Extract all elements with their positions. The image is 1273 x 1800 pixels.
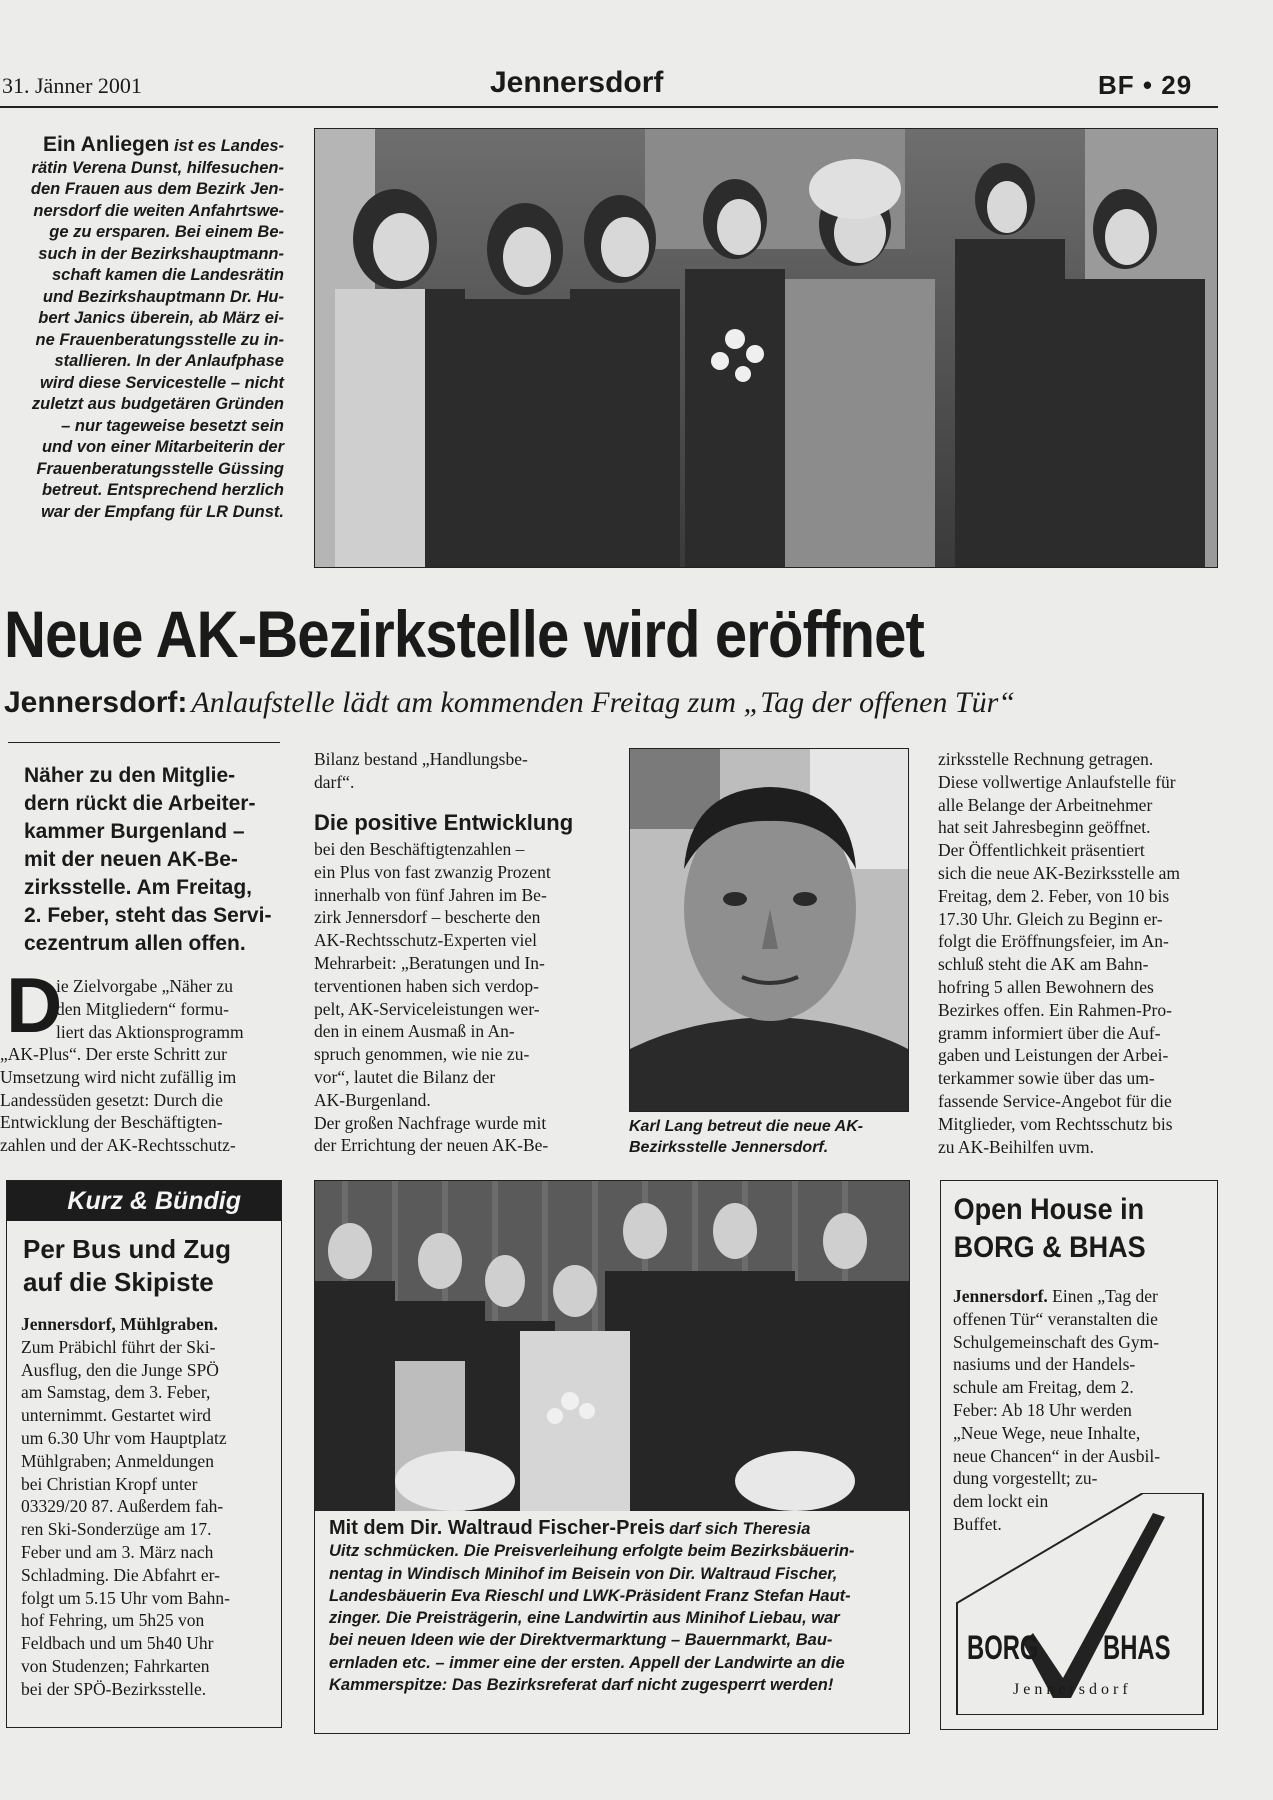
group-photo xyxy=(314,128,1218,568)
openhouse-title: Open House in BORG & BHAS xyxy=(953,1193,1146,1264)
col4-text: zirksstelle Rechnung getragen. Diese vollwertige Anlaufstelle für alle Belange der Arbeitnehmer hat seit Jahresbeginn geöffnet. Der Öffentlichkeit präsentiert sich die neue AK-Bezirksstelle am Freitag, dem 2. Feber, von 10 bis 17.30 Uhr. Gleich zu Beginn er- folgt die Eröffnungsfeier, im An- schluß steht die AK am Bahn- hofring 5 allen Bewohnern des Bezirkes offen. Ein Rahmen-Pro- gramm informiert über die Auf- gaben und Leistungen der Arbei- terkammer sowie über das um- fassende Service-Angebot für die Mitglieder, vom Rechtsschutz bis zu AK-Beihilfen uvm. xyxy=(938,749,1181,1157)
paper-abbrev: BF xyxy=(1098,70,1135,100)
logo-borg: BORG xyxy=(967,1629,1039,1667)
article-headline: Neue AK-Bezirkstelle wird eröffnet xyxy=(4,597,925,671)
col1-text-dropcap: ie Zielvorgabe „Näher zu den Mitgliedern“ formu- liert das Aktionsprogramm xyxy=(56,976,244,1042)
award-photo xyxy=(315,1181,909,1511)
col1-text: „AK-Plus“. Der erste Schritt zur Umsetzung wird nicht zufällig im Landessüden gesetzt: Durch die Entwicklung der Beschäftigten- zahlen und der AK-Rechtsschutz- xyxy=(0,1044,237,1156)
top-photo-caption xyxy=(14,134,284,523)
borg-bhas-logo xyxy=(953,1493,1205,1715)
page-number xyxy=(1098,70,1192,101)
group-photo-image xyxy=(315,129,1217,567)
award-lead: Mit dem Dir. Waltraud Fischer-Preis xyxy=(329,1517,666,1539)
caption-text: Ein Anliegen ist es Landes- rätin Verena Dunst, hilfesuchen- den Frauen aus dem Bezirk Jen- nersdorf die weiten Anfahrtswe- ge zu ersparen. Bei einem Be- such in der Bezirkshauptmann- schaft kamen die Landesrätin und Bezirkshauptmann Dr. Hu- bert Janics überein, ab März ei- ne Frauenberatungsstelle zu in- stallieren. In der Anlaufphase wird diese Servicestelle – nicht zuletzt aus budgetären Gründen – nur tageweise besetzt sein und von einer Mitarbeiterin der Frauenberatungsstelle Güssing betreut. Entsprechend herzlich war der Empfang für LR Dunst. xyxy=(30,133,284,521)
kurz-title: Per Bus und Zug auf die Skipiste xyxy=(23,1234,231,1297)
kurz-buendig-box xyxy=(6,1180,282,1728)
page-no: 29 xyxy=(1161,70,1193,100)
openhouse-box xyxy=(940,1180,1218,1730)
header-rule xyxy=(0,106,1218,108)
award-caption: Mit dem Dir. Waltraud Fischer-Preis darf sich Theresia Uitz schmücken. Die Preisverleihung erfolgte beim Bezirksbäuerin- nentag in Windisch Minihof im Beisein von Dir. Waltraud Fischer, Landesbäuerin Eva Rieschl und LWK-Präsident Franz Stefan Haut- zinger. Die Preisträgerin, eine Landwirtin aus Minihof Liebau, war bei neuen Ideen wie der Direktvermarktung – Bauernmarkt, Bau- ernladen etc. – immer eine der ersten. Appell der Landwirte an die Kammerspitze: Das Bezirksreferat darf nicht zugesperrt werden! xyxy=(329,1517,855,1695)
award-box xyxy=(314,1180,910,1734)
article-subhead xyxy=(4,686,1015,720)
separator-dot: • xyxy=(1142,70,1154,100)
article-lead: Näher zu den Mitglie- dern rückt die Arbeiter- kammer Burgenland – mit der neuen AK-Be- zirksstelle. Am Freitag, 2. Feber, steht das Servi- cezentrum allen offen. xyxy=(24,764,272,955)
section-title: Jennersdorf xyxy=(490,66,664,99)
dropcap: D xyxy=(6,961,63,1049)
caption-lead: Ein Anliegen xyxy=(42,133,170,156)
kurz-text: Jennersdorf, Mühlgraben. Zum Präbichl führt der Ski- Ausflug, den die Junge SPÖ am Samstag, dem 3. Feber, unternimmt. Gestartet wird um 6.30 Uhr vom Hauptplatz Mühlgraben; Anmeldungen bei Christian Kropf unter 03329/20 87. Außerdem fah- ren Ski-Sonderzüge am 17. Feber und am 3. März nach Schladming. Die Abfahrt er- folgt um 5.15 Uhr vom Bahn- hof Fehring, um 5h25 von Feldbach und um 5h40 Uhr von Studenzen; Fahrkarten bei der SPÖ-Bezirksstelle. xyxy=(21,1314,231,1699)
col2-heading: Die positive Entwicklung xyxy=(314,810,574,835)
subhead-place: Jennersdorf: xyxy=(4,686,188,719)
issue-date: 31. Jänner 2001 xyxy=(2,73,142,98)
portrait-caption: Karl Lang betreut die neue AK- Bezirksstelle Jennersdorf. xyxy=(629,1118,864,1156)
kurz-banner-text: Kurz & Bündig xyxy=(67,1187,241,1215)
logo-bhas: BHAS xyxy=(1103,1629,1171,1667)
col2-top-text: Bilanz bestand „Handlungsbe- darf“. xyxy=(314,749,528,792)
lead-rule xyxy=(8,742,280,743)
award-photo-image xyxy=(315,1181,909,1511)
subhead-text: Anlaufstelle lädt am kommenden Freitag zum „Tag der offenen Tür“ xyxy=(191,686,1015,719)
col2-text: bei den Beschäftigtenzahlen – ein Plus von fast zwanzig Prozent innerhalb von fünf Jahren im Be- zirk Jennersdorf – bescherte den AK-Rechtsschutz-Experten viel Mehrarbeit: „Beratungen und In- terventionen haben sich verdop- pelt, AK-Serviceleistungen wer- den in einem Ausmaß in An- spruch genommen, wie nie zu- vor“, lautet die Bilanz der AK-Burgenland. Der großen Nachfrage wurde mit der Errichtung der neuen AK-Be- xyxy=(314,839,551,1156)
kurz-banner xyxy=(7,1181,281,1221)
portrait-image xyxy=(630,749,908,1111)
logo-sub: Jennersdorf xyxy=(1013,1681,1132,1698)
portrait-photo xyxy=(629,748,909,1112)
openhouse-text: Jennersdorf. Einen „Tag der offenen Tür“ veranstalten die Schulgemeinschaft des Gym- nasiums und der Handels- schule am Freitag, dem 2. Feber: Ab 18 Uhr werden „Neue Wege, neue Inhalte, neue Chancen“ in der Ausbil- dung vorgestellt; zu- dem lockt ein Buffet. xyxy=(953,1286,1161,1534)
